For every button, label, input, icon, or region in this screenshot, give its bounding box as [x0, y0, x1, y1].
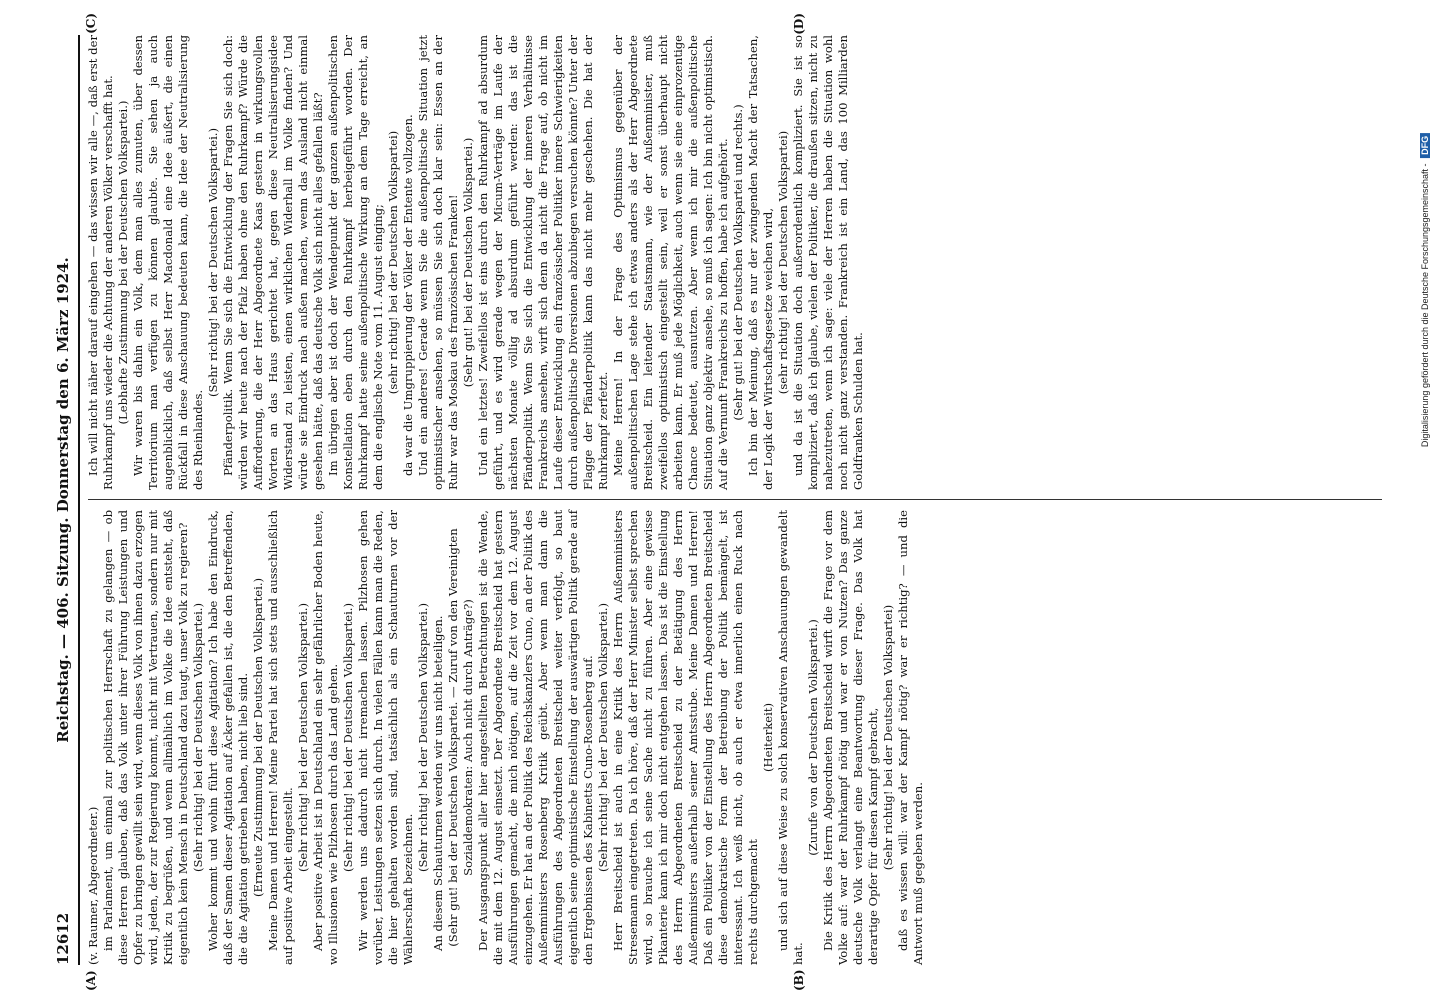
- paragraph: Wir werden uns dadurch nicht irremachen lassen. Pilzhosen gehen vorüber, Leistungen setzen sich durch. In vielen Fällen kann man die Reden, die hier gehalten worden sind, tatsächlich als ein Schauturnen vor der Wählerschaft bezeichnen.: [356, 510, 415, 965]
- header-rule: [78, 35, 80, 965]
- speaker-label: (v. Raumer, Abgeordneter.): [86, 806, 100, 965]
- interjection: (Sehr richtig! bei der Deutschen Volkspartei.): [341, 602, 355, 873]
- page-number: 12612: [54, 912, 72, 965]
- document-page: [52, 13, 1382, 991]
- paragraph: Im übrigen aber ist doch der Wendepunkt der ganzen außenpolitischen Konstellation eben durch den Ruhrkampf herbeigeführt worden. Der Ruhrkampf hatte seine außenpolitische Wirkung an dem Tage erreicht, an dem die englische Note vom 11. August einging;: [326, 35, 385, 490]
- paragraph: und da ist die Situation doch außerordentlich kompliziert. Sie ist so kompliziert, daß ich glaube, vielen der Politiker, die draußen sitzen, nicht zu nahezutreten, wenn ich sage: viele der Herren haben die Situation wohl noch nicht ganz verstanden. Frankreich ist ein Land, das 100 Milliarden Goldfranken Schulden hat.: [791, 35, 865, 490]
- paragraph: An diesem Schauturnen werden wir uns nicht beteiligen.: [431, 615, 445, 951]
- margin-mark-c: (C): [84, 13, 98, 34]
- interjection: (Sehr richtig! bei der Deutschen Volkspartei.): [191, 602, 205, 873]
- interjection: (Sehr richtig! bei der Deutschen Volkspartei.): [596, 602, 610, 873]
- paragraph: im Parlament, um einmal zur politischen Herrschaft zu gelangen — ob diese Herren glauben, daß das Volk unter ihrer Führung Leistungen und Opfer zu bringen gewillt sein wird, wenn dieses Volk von ihnen dazu erzogen wird, jeden, der zur Regierung kommt, nicht mit Vertrauen, sondern nur mit Kritik zu begrüßen, und wenn allmählich im Volke die Idee entsteht, daß eigentlich kein Mensch in Deutschland dazu taugt, unser Volk zu regieren?: [101, 510, 190, 965]
- column-divider: [88, 499, 1382, 500]
- interjection: (Sehr gut! bei der Deutschen Volkspartei. — Zuruf von den Vereinigten Sozialdemokraten: Auch nicht durch Anträge?): [446, 528, 475, 947]
- margin-mark-b: (B): [792, 969, 806, 991]
- paragraph: Die Kritik des Herrn Abgeordneten Breitscheid wirft die Frage vor dem Volke auf: war der Ruhrkampf nötig und war er von Nutzen? Das ganze deutsche Volk verlangt eine Beantwortung dieser Frage. Das Volk hat derartige Opfer für diesen Kampf gebracht,: [821, 510, 880, 965]
- left-column: [86, 510, 1382, 965]
- digitization-sidebar: [1418, 10, 1432, 570]
- paragraph: Ich bin der Meinung, daß es nur der zwingenden Macht der Tatsachen, der Logik der Wirtschaftsgesetze weichen wird,: [746, 35, 775, 490]
- dfg-logo: DFG: [1420, 133, 1430, 158]
- paragraph: Pfänderpolitik. Wenn Sie sich die Entwicklung der Fragen Sie sich doch: würden wir heute nach der Pfalz haben ohne den Ruhrkampf? Würde die Aufforderung, die der Herr Abgeordnete Kaas gestern in wirkungsvollen Worten an das Haus gerichtet hat, gegen diese Neutralisierungsidee Widerstand zu leisten, einen wirklichen Widerhall im Volke finden? Und würde sie Eindruck nach außen machen, wenn das Ausland nicht einmal gesehen hätte, daß das deutsche Volk sich nicht alles gefallen läßt?: [221, 35, 325, 490]
- interjection: (Sehr gut! bei der Deutschen Volkspartei und rechts.): [731, 104, 745, 421]
- paragraph: und sich auf diese Weise zu solch konservativen Anschauungen gewandelt hat.: [776, 510, 805, 965]
- page-header: [52, 35, 78, 965]
- right-column: [86, 35, 1382, 490]
- interjection: (Erneute Zustimmung bei der Deutschen Volkspartei.): [251, 577, 265, 898]
- interjection: (Sehr richtig! bei der Deutschen Volkspartei.): [416, 602, 430, 873]
- interjection: (Sehr richtig! bei der Deutschen Volkspartei): [881, 604, 895, 871]
- margin-mark-d: (D): [792, 13, 806, 35]
- margin-mark-a: (A): [84, 970, 98, 991]
- paragraph: Und ein letztes! Zweifellos ist eins durch den Ruhrkampf ad absurdum geführt, und es wird gerade wegen der Micum-Verträge im Laufe der nächsten Monate völlig ad absurdum geführt werden: das ist die Pfänderpolitik. Wenn Sie sich die Entwicklung der inneren Verhältnisse Frankreichs ansehen, wirft sich denn da nicht die Frage auf, ob nicht im Laufe dieser Entwicklung ein französischer Politiker innere Schwierigkeiten durch außenpolitische Diversionen abzubiegen versuchen könnte? Unter der Flagge der Pfänderpolitik kann das nicht mehr geschehen. Die hat der Ruhrkampf zerfetzt.: [476, 35, 610, 490]
- interjection: (Sehr gut! bei der Deutschen Volkspartei.): [461, 137, 475, 388]
- paragraph: Der Ausgangspunkt aller hier angestellten Betrachtungen ist die Wende, die mit dem 12. August einsetzt. Der Abgeordnete Breitscheid hat gestern Ausführungen gemacht, die mich nötigen, auf die Zeit vor dem 12. August einzugehen. Er hat an der Politik des Reichskanzlers Cuno, an der Politik des Außenministers Rosenberg Kritik geübt. Aber wenn man dann die Ausführungen des Abgeordneten Breitscheid weiter verfolgt, so baut eigentlich seine optimistische Einstellung der auswärtigen Politik gerade auf den Ergebnissen des Kabinetts Cuno-Rosenberg auf.: [476, 509, 595, 965]
- interjection: (Heiterkeit): [761, 702, 775, 773]
- paragraph: Woher kommt und wohin führt diese Agitation? Ich habe den Eindruck, daß der Samen dieser Agitation auf Äcker gefallen ist, die den Betreffenden, die die Agitation getrieben haben, nicht lieb sind.: [206, 510, 250, 965]
- paragraph: Ich will nicht näher darauf eingehen — das wissen wir alle —, daß erst der Ruhrkampf uns wieder die Achtung der anderen Völker verschafft hat.: [86, 35, 115, 490]
- interjection: (Lebhafte Zustimmung bei der Deutschen Volkspartei.): [116, 100, 130, 425]
- paragraph: Wir waren bis dahin ein Volk, dem man alles zumuten, über dessen Territorium man verfügen zu können glaubte. Sie sehen ja auch augenblicklich, daß selbst Herr Macdonald eine Idee äußert, die einen Rückfall in diese Anschauung bedeuten kann, die Idee der Neutralisierung des Rheinlandes.: [131, 35, 205, 490]
- interjection: (Zurufe von der Deutschen Volkspartei.): [806, 619, 820, 856]
- paragraph: Meine Damen und Herren! Meine Partei hat sich stets und ausschließlich auf positive Arbeit eingestellt.: [266, 510, 295, 965]
- paragraph: da war die Umgruppierung der Völker der Entente vollzogen.: [401, 114, 415, 476]
- interjection: (sehr richtig! bei der Deutschen Volkspartei): [386, 130, 400, 395]
- paragraph: daß es wissen will: war der Kampf nötig? war er richtig? — und die Antwort muß gegeben werden.: [896, 510, 925, 965]
- interjection: (Sehr richtig! bei der Deutschen Volkspartei.): [206, 127, 220, 398]
- paragraph: Meine Herren! In der Frage des Optimismus gegenüber der außenpolitischen Lage stehe ich etwas anders als der Herr Abgeordnete Breitscheid. Ein leitender Staatsmann, wie der Außenminister, muß zweifellos optimistisch eingestellt sein, weil er sonst überhaupt nicht arbeiten kann. Er muß jede Möglichkeit, auch wenn sie eine einprozentige Chance bedeutet, ausnutzen. Aber wenn ich mir die außenpolitische Situation ganz objektiv ansehe, so muß ich sagen: Ich bin nicht optimistisch. Auf die Vernunft Frankreichs zu hoffen, habe ich aufgehört.: [611, 35, 730, 490]
- running-head: Reichstag. — 406. Sitzung. Donnerstag den 6. März 1924.: [54, 257, 72, 743]
- interjection: (sehr richtig! bei der Deutschen Volkspartei): [776, 130, 790, 395]
- paragraph: Und ein anderes! Gerade wenn Sie die außenpolitische Situation jetzt optimistischer ansehen, so müssen Sie sich doch klar sein: Essen an der Ruhr war das Moskau des französischen Franken!: [416, 35, 460, 490]
- paragraph: Herr Breitscheid ist auch in eine Kritik des Herrn Außenministers Stresemann eingetreten. Da ich höre, daß der Herr Minister selbst sprechen wird, so brauche ich seine Sache nicht zu führen. Aber eine gewisse Pikanterie kann ich mir doch nicht entgehen lassen. Das ist die Einstellung des Herrn Abgeordneten Breitscheid zu der Betätigung des Herrn Außenministers außerhalb seiner Amtsstube. Meine Damen und Herren! Daß ein Politiker von der Einstellung des Herrn Abgeordneten Breitscheid diese demokratische Form der Betreibung der Politik bemängelt, ist interessant. Ich weiß nicht, ob auch er etwa innerlich einen Ruck nach rechts durchgemacht: [611, 510, 760, 965]
- paragraph: Aber positive Arbeit ist in Deutschland ein sehr gefährlicher Boden heute, wo Illusionen wie Pilzhosen durch das Land gehen.: [311, 510, 340, 965]
- digitization-credit: Digitalisierung gefördert durch die Deutsche Forschungsgemeinschaft -: [1420, 163, 1430, 448]
- interjection: (Sehr richtig! bei der Deutschen Volkspartei.): [296, 602, 310, 873]
